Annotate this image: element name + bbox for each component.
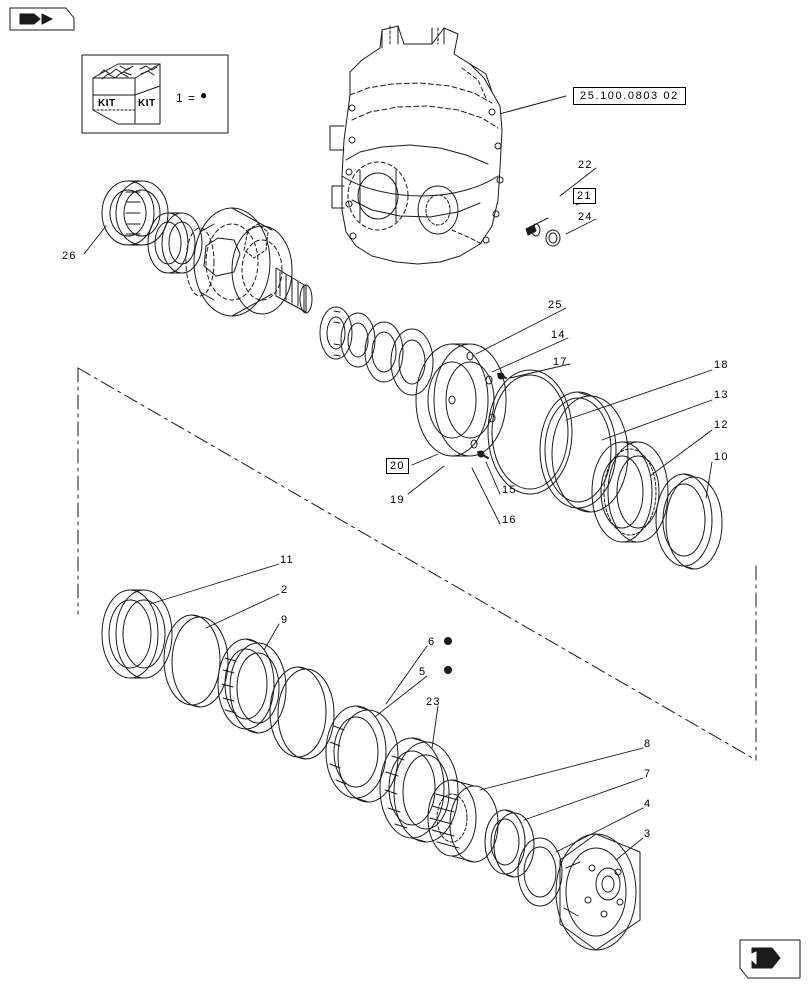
kit-label-right: KIT	[138, 98, 156, 109]
kit-bullet-5	[444, 666, 452, 674]
callout-15: 15	[502, 484, 517, 496]
callout-25: 25	[548, 299, 563, 311]
callout-22: 22	[578, 159, 593, 171]
callout-2: 2	[281, 584, 289, 596]
callout-17: 17	[553, 356, 568, 368]
callout-5: 5	[419, 666, 427, 678]
callout-16: 16	[502, 514, 517, 526]
callout-24: 24	[578, 211, 593, 223]
callout-7: 7	[644, 768, 652, 780]
callout-13: 13	[714, 389, 729, 401]
kit-label-left: KIT	[98, 98, 116, 109]
callout-20: 20	[386, 458, 409, 474]
kit-equals-bullet: ●	[200, 88, 209, 102]
callout-26: 26	[62, 250, 77, 262]
callout-23: 23	[426, 696, 441, 708]
callout-12: 12	[714, 419, 729, 431]
callout-3: 3	[644, 828, 652, 840]
callout-9: 9	[281, 614, 289, 626]
callout-11: 11	[280, 554, 294, 566]
kit-bullet-6	[444, 637, 452, 645]
callout-19: 19	[390, 494, 405, 506]
callout-18: 18	[714, 359, 729, 371]
callout-21: 21	[573, 188, 596, 204]
callout-8: 8	[644, 738, 652, 750]
reference-drawing-number[interactable]: 25.100.0803 02	[573, 87, 686, 105]
callout-14: 14	[551, 329, 566, 341]
callout-6: 6	[428, 636, 436, 648]
callout-10: 10	[714, 451, 729, 463]
callout-4: 4	[644, 798, 652, 810]
kit-equals-label: 1 =	[176, 91, 197, 105]
